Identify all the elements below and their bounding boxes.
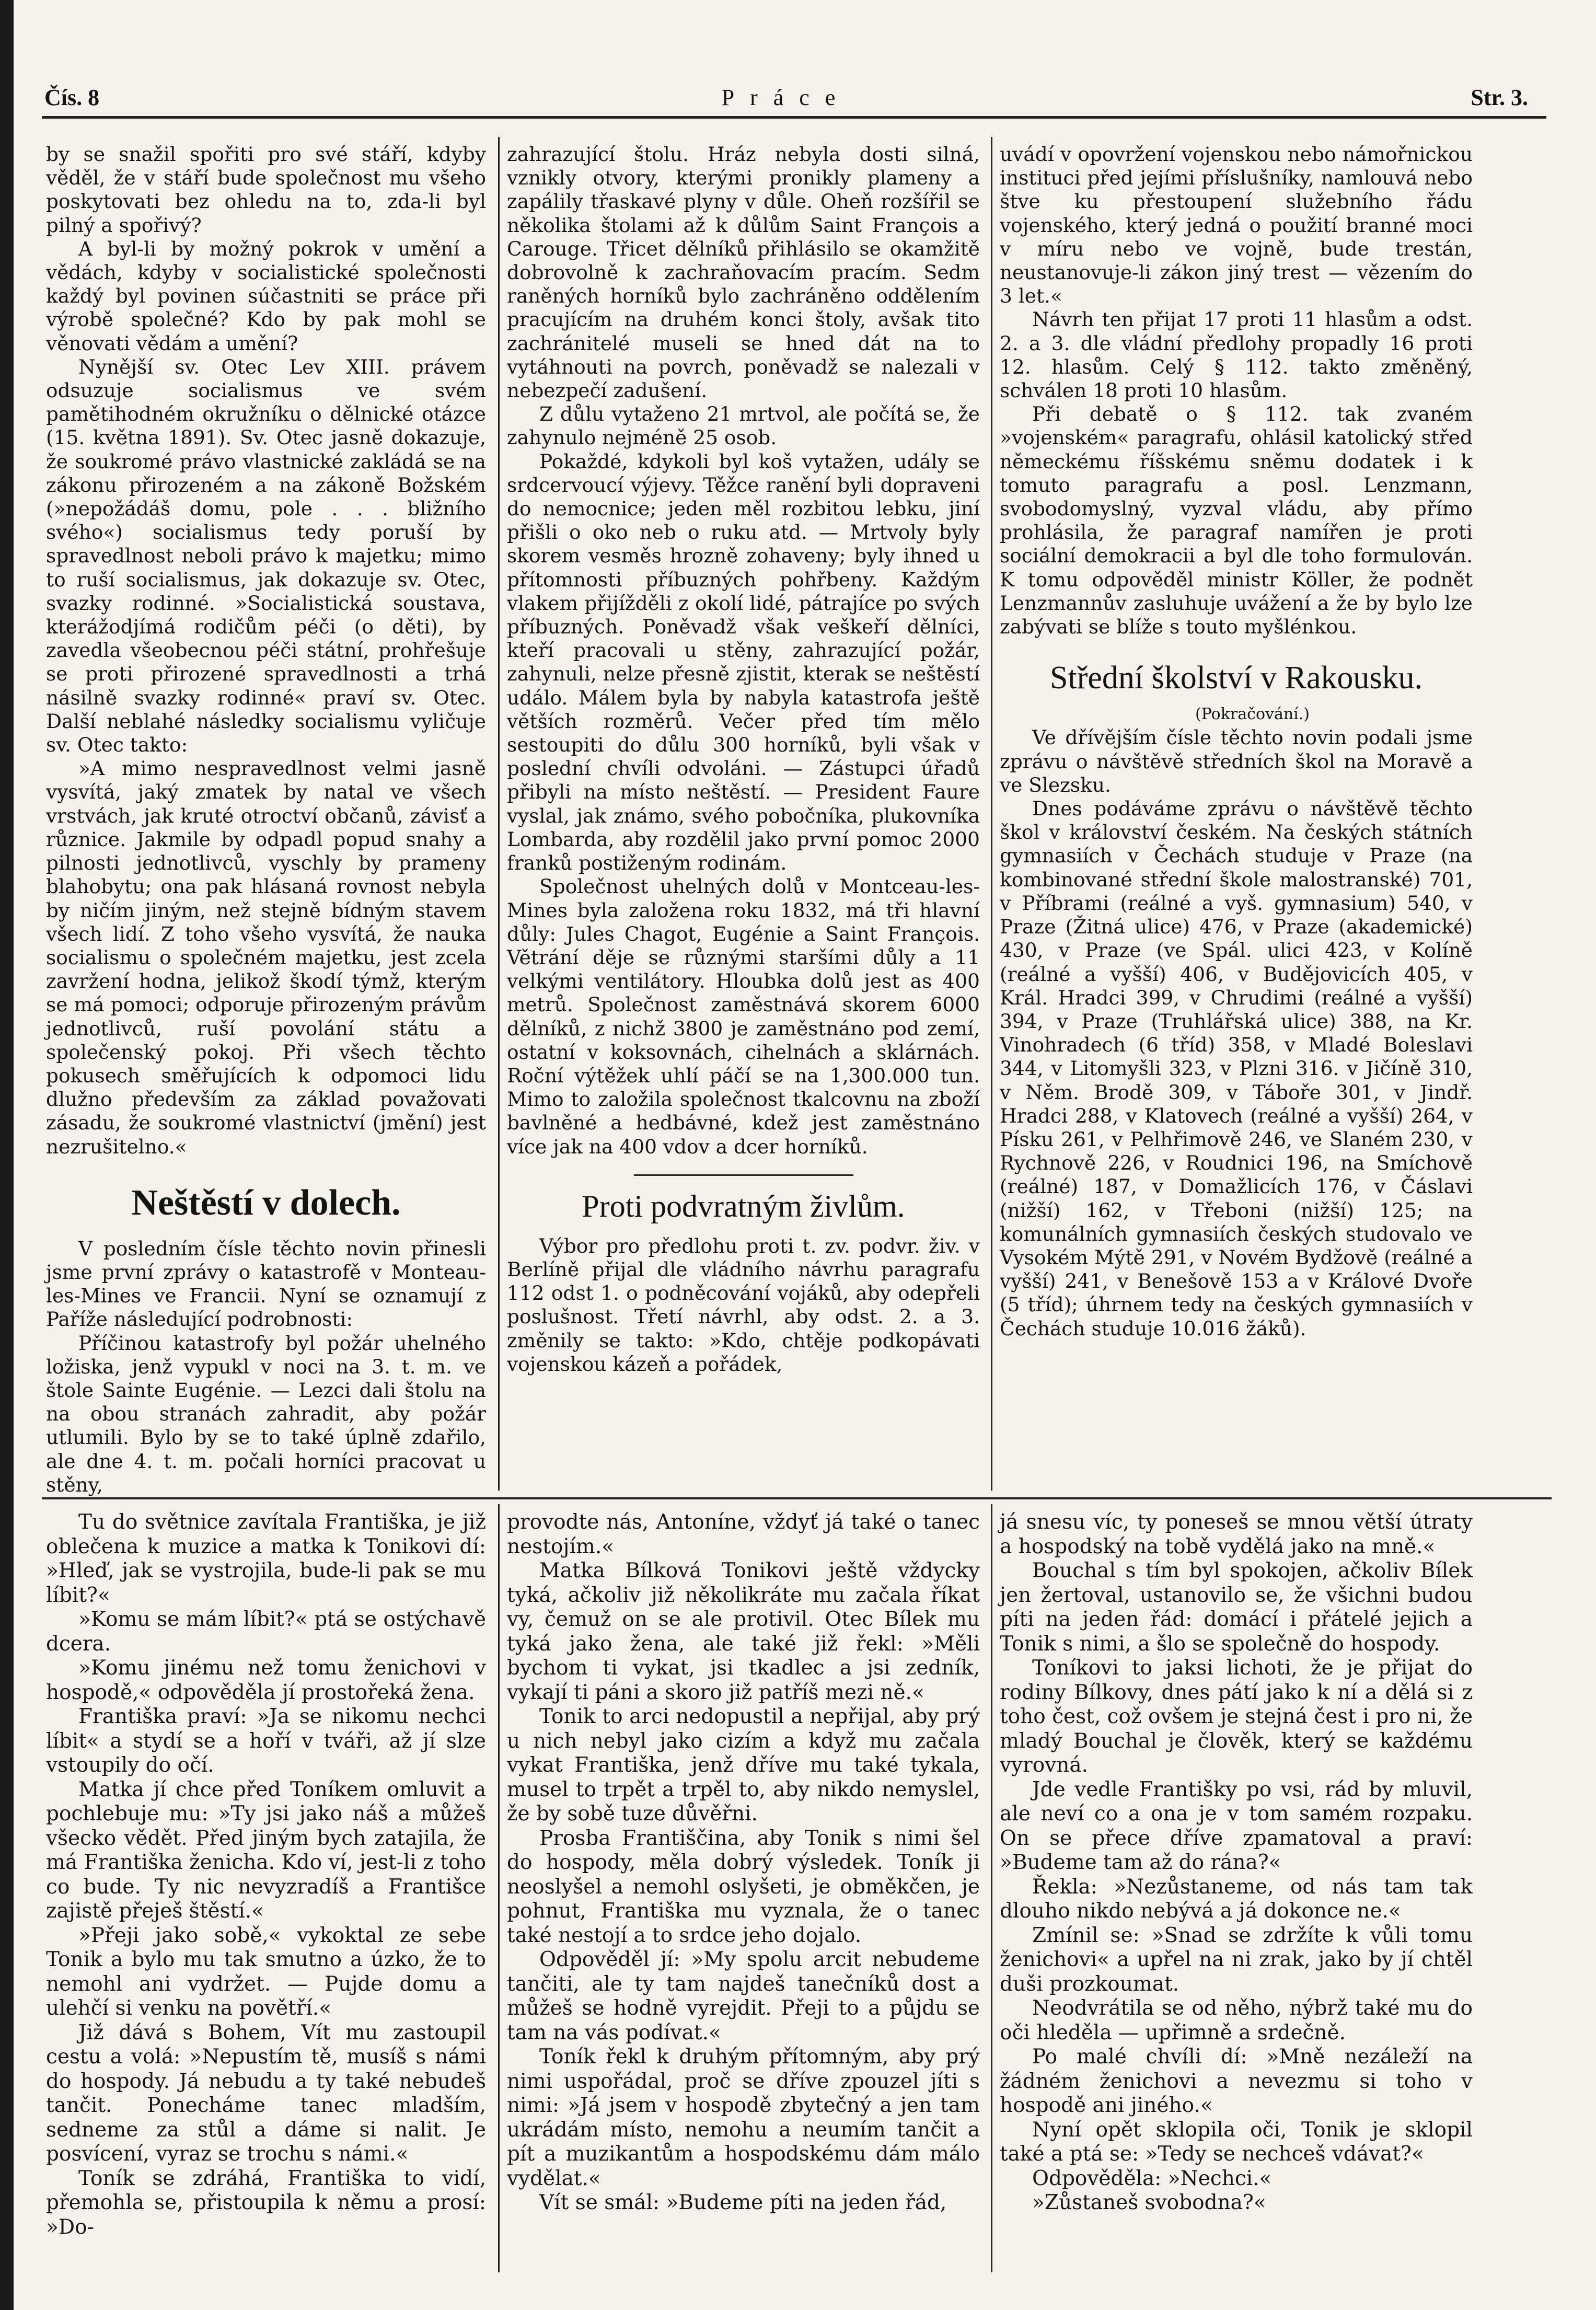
story-paragraph: Františka praví: »Ja se nikomu nechci líbit« a stydí se a hoří v tváři, až jí slze vstoupily do očí. xyxy=(46,1705,486,1777)
story-paragraph: já snesu víc, ty poneseš se mnou větší útraty a hospodský na tobě vydělá jako na mně.« xyxy=(1000,1510,1473,1558)
column-2 xyxy=(507,143,980,1376)
story-paragraph: Zmínil se: »Snad se zdržíte k vůli tomu ženichovi« a upřel na ni zrak, jako by jí chtěl duši prozkoumat. xyxy=(1000,1923,1473,1996)
story-paragraph: Prosba Františčina, aby Tonik s nimi šel do hospody, měla dobrý výsledek. Toník ji neoslyšel a nemohl oslyšeti, je obměkčen, je pohnut, Františka mu vyznala, že o tanec také nestojí a to srdce jeho dojalo. xyxy=(507,1826,980,1947)
paragraph: Dnes podáváme zprávu o návštěvě těchto škol v království českém. Na českých státních gymnasiích v Čechách studuje v Praze (na kombinované střední škole malostranské) 701, v Příbrami (reálné a vyš. gymnasium) 540, v Praze (Žitná ulice) 476, v Praze (akademické) 430, v Praze (ve Spál. ulici 423, v Kolíně (reálné a vyšší) 406, v Budějovicích 405, v Král. Hradci 399, v Chrudimi (reálné a vyšší) 394, v Praze (Truhlářská ulice) 388, na Kr. Vinohradech (6 tříd) 358, v Mladé Boleslavi 344, v Litomyšli 323, v Plzni 316. v Jičíně 310, v Něm. Brodě 309, v Táboře 301, v Jindř. Hradci 288, v Klatovech (reálné a vyšší) 264, v Písku 261, v Pelhřimově 246, ve Slaném 230, v Rychnově 226, v Roudnici 196, na Smíchově (reálné) 187, v Domažlicích 176, v Čáslavi (nižší) 162, v Třeboni (nižší) 125; na komunálních gymnasiích českých studovalo ve Vysokém Mýtě 291, v Novém Bydžově (reálné a vyšší) 241, v Benešově 153 a v Králové Dvoře (5 tříd); úhrnem tedy na českých gymnasiích v Čechách studuje 10.016 žáků). xyxy=(1000,797,1473,1340)
page-number: Str. 3. xyxy=(1471,85,1528,110)
story-paragraph: Toník se zdráhá, Františka to vidí, přemohla se, přistoupila k němu a prosí: »Do- xyxy=(46,2166,486,2239)
story-paragraph: Bouchal s tím byl spokojen, ačkoliv Bílek jen žertoval, ustanovilo se, že všichni budou píti na jeden řád: domácí i přátelé jejich a Tonik s nimi, a šlo se společně do hospody. xyxy=(1000,1559,1473,1656)
paragraph: Příčinou katastrofy byl požár uhelného ložiska, jenž vypukl v noci na 3. t. m. ve štole Sainte Eugénie. — Lezci dali štolu na na obou stranách zahradit, aby požár utlumili. Bylo by se to také úplně zdařilo, ale dne 4. t. m. počali horníci pracovat u stěny, xyxy=(46,1331,486,1496)
story-paragraph: Matka jí chce před Toníkem omluvit a pochlebuje mu: »Ty jsi jako náš a můžeš všecko vědět. Před jiným bych zatajila, že má Františka ženicha. Kdo ví, jest-li z toho co bude. Ty nic nevyzradíš a Františce zajistě přeješ štěstí.« xyxy=(46,1777,486,1923)
paragraph: by se snažil spořiti pro své stáří, kdyby věděl, že v stáří bude společnost mu všeho poskytovati bez ohledu na to, zda-li byl pilný a spořivý? xyxy=(46,143,486,237)
story-paragraph: Jde vedle Františky po vsi, rád by mluvil, ale neví co a ona je v tom samém rozpaku. On se přece dříve zpamatoval a praví: »Budeme tam až do rána?« xyxy=(1000,1777,1473,1874)
story-paragraph: provodte nás, Antoníne, vždyť já také o tanec nestojím.« xyxy=(507,1510,980,1558)
story-paragraph: Již dává s Bohem, Vít mu zastoupil cestu a volá: »Nepustím tě, musíš s námi do hospody. Já nebudu a ty také nebudeš tančit. Ponecháme tanec mladším, sedneme za stůl a dáme si nalit. Je posvícení, vyraz se trochu s námi.« xyxy=(46,2020,486,2166)
story-paragraph: »Zůstaneš svobodna?« xyxy=(1032,2191,1266,2214)
subheading: (Pokračování.) xyxy=(1195,705,1310,724)
paragraph: Ve dřívějším čísle těchto novin podali jsme zprávu o návštěvě středních škol na Moravě a ve Slezsku. xyxy=(1000,726,1473,796)
story-column-2 xyxy=(507,1510,980,2215)
story-paragraph: Toník řekl k druhým přítomným, aby prý nimi uspořádal, proč se dříve zpouzel jíti s nimi: »Já jsem v hospodě zbytečný a jen tam ukrádám místo, nemohu a neumím tančit a pít a muzikantům a hospodskému dám málo vydělat.« xyxy=(507,2045,980,2190)
story-column-3 xyxy=(1000,1510,1473,2215)
section-rule xyxy=(42,1497,1552,1499)
bottom-divider-2 xyxy=(991,1504,992,2272)
paragraph: zahrazující štolu. Hráz nebyla dosti silná, vznikly otvory, kterými pronikly plameny a zapálily třaskavé plyny v důle. Oheň rozšířil se několika štolami až k důlům Saint François a Carouge. Třicet dělníků přihlásilo se okamžitě dobrovolně k zachraňovacím pracím. Sedm raněných horníků bylo zachráněno oddělením pracujícím na druhém konci štoly, avšak tito zachránitelé museli se hned dát na to vytáhnouti na povrch, poněvadž se nalezali v nebezpečí zadušení. xyxy=(507,143,980,402)
paragraph: Nynější sv. Otec Lev XIII. právem odsuzuje socialismus ve svém pamětihodném okružníku o dělnické otázce (15. května 1891). Sv. Otec jasně dokazuje, že soukromé právo vlastnické zakládá se na zákonu přirozeném a na zákoně Božském (»nepožádáš domu, pole . . . bližního svého«) socialismus tedy poruší by spravedlnost neboli právo k majetku; mimo to ruší socialismus, jak dokazuje sv. Otec, svazky rodinné. »Socialistická soustava, kterážodjímá rodičům péči (o děti), by zavedla všeobecnou péči státní, prohřešuje se proti přirozené spravedlnosti a trhá násilně svazky rodinné« praví sv. Otec. Další neblahé následky socialismu vyličuje sv. Otec takto: xyxy=(46,355,486,757)
story-paragraph: »Komu jinému než tomu ženichovi v hospodě,« odpověděla jí prostořeká žena. xyxy=(46,1656,486,1704)
article-heading: Neštěstí v dolech. xyxy=(131,1182,401,1223)
article-heading: Střední školství v Rakousku. xyxy=(1049,660,1423,696)
column-1 xyxy=(46,143,486,1497)
issue-number: Čís. 8 xyxy=(44,85,100,110)
paragraph: »A mimo nespravedlnost velmi jasně vysvítá, jaký zmatek by natal ve všech vrstvách, jak kruté otroctví občanů, závisť a různice. Jakmile by odpadl popud snahy a pilnosti jednotlivců, vyschly by prameny blahobytu; ona pak hlásaná rovnost nebyla by ničím jiným, než stejně bídným stavem všech lidí. Z toho všeho vysvítá, že nauka socialismu o společném majetku, jest zcela zavržení hodna, jelikož škodí týmž, kterým se má pomoci; odporuje přirozeným právům jednotlivců, ruší povolání státu a společenský pokoj. Při všech těchto pokusech směřujících k odpomoci lidu dlužno především za základ považovati zásadu, že soukromé vlastnictví (jmění) jest nezrušitelno.« xyxy=(46,757,486,1158)
story-paragraph: Odpověděl jí: »My spolu arcit nebudeme tančiti, ale ty tam najdeš tanečníků dost a můžeš se hodně vyrejdit. Přeji to a půjdu se tam na vás podívat.« xyxy=(507,1948,980,2045)
page-header xyxy=(44,78,1528,115)
story-paragraph: Řekla: »Nezůstaneme, od nás tam tak dlouho nikdo nebývá a já dokonce ne.« xyxy=(1000,1875,1473,1923)
story-paragraph: Tu do světnice zavítala Františka, je již oblečena k muzice a matka k Tonikovi dí: »Hleď, jak se vystrojila, bude-li pak se mu líbit?« xyxy=(46,1510,486,1607)
header-rule xyxy=(42,116,1546,119)
story-paragraph: Nyní opět sklopila oči, Tonik je sklopil také a ptá se: »Tedy se nechceš vdávat?« xyxy=(1000,2118,1473,2166)
column-divider-1 xyxy=(498,137,500,1491)
paragraph: Při debatě o § 112. tak zvaném »vojenském« paragrafu, ohlásil katolický střed německému říšskému sněmu dodatek i k tomuto paragrafu a posl. Lenzmann, svobodomyslný, vyzval vládu, aby přímo prohlásila, že paragraf namířen je proti sociální demokracii a byl dle toho formulován. K tomu odpověděl ministr Köller, že podnět Lenzmannův zasluhuje uvážení a že by bylo lze zabývati se blíže s touto myšlénkou. xyxy=(1000,402,1473,639)
story-paragraph: Neodvrátila se od něho, nýbrž také mu do oči hleděla — upřimně a srdečně. xyxy=(1000,1996,1473,2045)
paragraph: Návrh ten přijat 17 proti 11 hlasům a odst. 2. a 3. dle vládní předlohy propadly 16 proti 12. hlasům. Celý § 112. takto změněný, schválen 18 proti 10 hlasům. xyxy=(1000,308,1473,402)
story-paragraph: Matka Bílková Tonikovi ještě vždycky tyká, ačkoliv již několikráte mu začala říkat vy, čemuž on se ale protivil. Otec Bílek mu tyká jako žena, ale také již řekl: »Měli bychom ti vykat, jsi tkadlec a jsi zedník, vykají ti páni a skoro již patříš mezi ně.« xyxy=(507,1559,980,1704)
newspaper-title: Práce xyxy=(721,85,851,110)
column-divider-2 xyxy=(991,137,992,1491)
paragraph: Pokaždé, kdykoli byl koš vytažen, udály se srdcervoucí výjevy. Těžce ranění byli dopraveni do nemocnice; jeden měl rozbitou lebku, jiní přišli o oko neb o ruku atd. — Mrtvoly byly skorem vesměs hrozně zohaveny; byly ihned u přítomnosti příbuzných pohřbeny. Každým vlakem přijížděli z okolí lidé, pátrajíce po svých příbuzných. Poněvadž však veškeří dělníci, kteří pracovali u stěny, zahrazující požár, zahynuli, nelze přesně zjistit, kterak se neštěstí událo. Málem byla by nabyla katastrofa ještě větších rozměrů. Večer před tím mělo sestoupiti do důlu 300 horníků, byli však v poslední chvíli odvoláni. — Zástupci úřadů přibyli na místo neštěstí. — President Faure vyslal, jak známo, svého pobočníka, plukovníka Lombarda, aby rozdělil jako první pomoc 2000 franků postiženým rodinám. xyxy=(507,449,980,875)
story-paragraph: Po malé chvíli dí: »Mně nezáleží na žádném ženichovi a nevezmu si toho v hospodě ani jiného.« xyxy=(1000,2045,1473,2117)
paragraph: Z důlu vytaženo 21 mrtvol, ale počítá se, že zahynulo nejméně 25 osob. xyxy=(507,402,980,449)
page-edge xyxy=(0,0,14,2310)
article-heading: Proti podvratným živlům. xyxy=(582,1188,905,1223)
paragraph: Výbor pro předlohu proti t. zv. podvr. živ. v Berlíně přijal dle vládního návrhu paragrafu 112 odst 1. o podněcování vojáků, aby odepřeli poslušnost. Třetí návrhl, aby odst. 2. a 3. změnily se takto: »Kdo, chtěje podkopávati vojenskou kázeň a pořádek, xyxy=(507,1234,980,1376)
story-paragraph: »Komu se mám líbit?« ptá se ostýchavě dcera. xyxy=(46,1608,486,1656)
story-paragraph: Vít se smál: »Budeme píti na jeden řád, xyxy=(539,2191,947,2214)
paragraph: V posledním čísle těchto novin přinesli jsme první zprávy o katastrofě v Monteau-les-Mines ve Francii. Nyní se oznamují z Paříže následující podrobnosti: xyxy=(46,1237,486,1331)
heading-rule xyxy=(634,1174,853,1176)
story-paragraph: »Přeji jako sobě,« vykoktal ze sebe Tonik a bylo mu tak smutno a úzko, že to nemohl ani vydržet. — Pujde domu a ulehčí si venku na povětří.« xyxy=(46,1923,486,2020)
paragraph: A byl-li by možný pokrok v umění a vědách, kdyby v socialistické společnosti každý byl povinen súčastniti se práce při výrobě společné? Kdo by pak mohl se věnovati vědám a umění? xyxy=(46,237,486,355)
story-paragraph: Odpověděla: »Nechci.« xyxy=(1032,2166,1272,2190)
column-3 xyxy=(1000,143,1473,1341)
story-paragraph: Tonik to arci nedopustil a nepřijal, aby prý u nich nebyl jako cizím a když mu začala vykat Františka, jenž dříve mu také tykala, musel to trpět a trpěl to, aby nikdo nemyslel, že by sobě tuze důvěřni. xyxy=(507,1705,980,1826)
story-paragraph: Toníkovi to jaksi lichoti, že je přijat do rodiny Bílkovy, dnes pátí jako k ní a dělá si z toho čest, což ovšem je stejná čest i pro ni, že mladý Bouchal je člověk, který se každému vyrovná. xyxy=(1000,1656,1473,1777)
paragraph: uvádí v opovržení vojenskou nebo námořnickou instituci před jejími příslušníky, namlouvá nebo štve ku přestoupení služebního řádu vojenského, který jedná o použití branné moci v míru nebo ve vojně, bude trestán, neustanovuje-li zákon jiný trest — vězením do 3 let.« xyxy=(1000,143,1473,308)
bottom-divider-1 xyxy=(498,1504,500,2272)
story-column-1 xyxy=(46,1510,486,2239)
paragraph: Společnost uhelných dolů v Montceau-les-Mines byla založena roku 1832, má tři hlavní důly: Jules Chagot, Eugénie a Saint François. Větrání děje se různými staršími důly a 11 velkými ventilátory. Hloubka dolů jest as 400 metrů. Společnost zaměstnává skorem 6000 dělníků, z nichž 3800 je zaměstnáno pod zemí, ostatní v koksovnách, cihelnách a sklárnách. Roční výtěžek uhlí páčí se na 1,300.000 tun. Mimo to založila společnost tkalcovnu na zboží bavlněné a hedbávné, kdež jest zaměstnáno více jak na 400 vdov a dcer horníků. xyxy=(507,875,980,1158)
